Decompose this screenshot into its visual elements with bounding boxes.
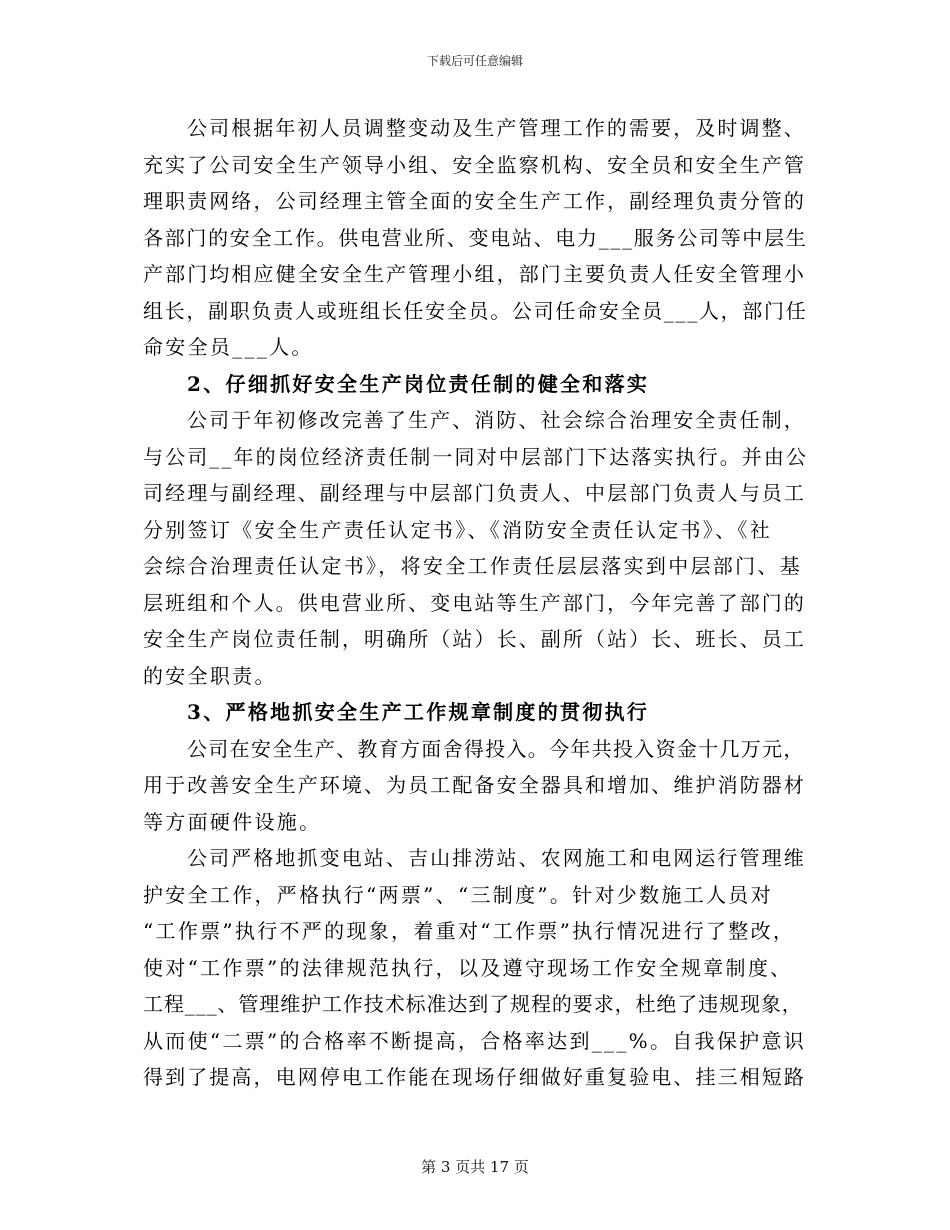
body-text-line: 的安全职责。	[143, 663, 277, 688]
body-text-line: 组长，副职负责人或班组长任安全员。公司任命安全员___人，部门任	[143, 298, 808, 323]
body-text-line: 与公司__年的岗位经济责任制一同对中层部门下达落实执行。并由公	[143, 444, 809, 469]
body-text-line: 护安全工作，严格执行“两票”、“三制度”。针对少数施工人员对	[143, 882, 773, 907]
body-text-line: 公司严格地抓变电站、吉山排涝站、农网施工和电网运行管理维	[187, 846, 806, 870]
body-text-line: 从而使“二票”的合格率不断提高，合格率达到___%。自我保护意识	[143, 1028, 807, 1053]
body-text-line: 工程___、管理维护工作技术标准达到了规程的要求，杜绝了违规现象，	[143, 992, 803, 1016]
body-text-line: 安全生产岗位责任制，明确所（站）长、副所（站）长、班长、员工	[143, 627, 806, 651]
header-note: 下载后可任意编辑	[426, 54, 523, 68]
body-text-line: 产部门均相应健全安全生产管理小组，部门主要负责人任安全管理小	[143, 262, 806, 286]
body-text-line: 公司根据年初人员调整变动及生产管理工作的需要，及时调整、	[187, 116, 806, 140]
body-text-line: 命安全员___人。	[143, 335, 314, 359]
body-text-line: 使对“工作票”的法律规范执行，以及遵守现场工作安全规章制度、	[143, 955, 793, 980]
page-number-footer: 第 3 页共 17 页	[421, 1158, 529, 1176]
body-text-line: 用于改善安全生产环境、为员工配备安全器具和增加、维护消防器材	[143, 773, 806, 797]
body-text-line: 公司于年初修改完善了生产、消防、社会综合治理安全责任制，	[187, 408, 806, 432]
body-text-line: 分别签订《安全生产责任认定书》、《消防安全责任认定书》、《社	[143, 517, 772, 542]
body-text-line: 理职责网络，公司经理主管全面的安全生产工作，副经理负责分管的	[143, 189, 806, 213]
section-heading: 2、仔细抓好安全生产岗位责任制的健全和落实	[187, 371, 650, 396]
document-body	[143, 110, 808, 1096]
body-text-line: 得到了提高，电网停电工作能在现场仔细做好重复验电、挂三相短路	[143, 1065, 806, 1089]
body-text-line: 充实了公司安全生产领导小组、安全监察机构、安全员和安全生产管	[143, 152, 806, 177]
body-text-line: 等方面硬件设施。	[143, 809, 322, 834]
body-text-line: “工作票”执行不严的现象，着重对“工作票”执行情况进行了整改，	[143, 919, 796, 943]
body-text-line: 公司在安全生产、教育方面舍得投入。今年共投入资金十几万元，	[187, 736, 805, 761]
body-text-line: 层班组和个人。供电营业所、变电站等生产部门，今年完善了部门的	[143, 590, 806, 615]
body-text-line: 各部门的安全工作。供电营业所、变电站、电力___服务公司等中层生	[143, 225, 808, 250]
body-text-line: 会综合治理责任认定书》，将安全工作责任层层落实到中层部门、基	[143, 554, 802, 578]
section-heading: 3、严格地抓安全生产工作规章制度的贯彻执行	[187, 700, 650, 724]
body-text-line: 司经理与副经理、副经理与中层部门负责人、中层部门负责人与员工	[143, 481, 806, 505]
